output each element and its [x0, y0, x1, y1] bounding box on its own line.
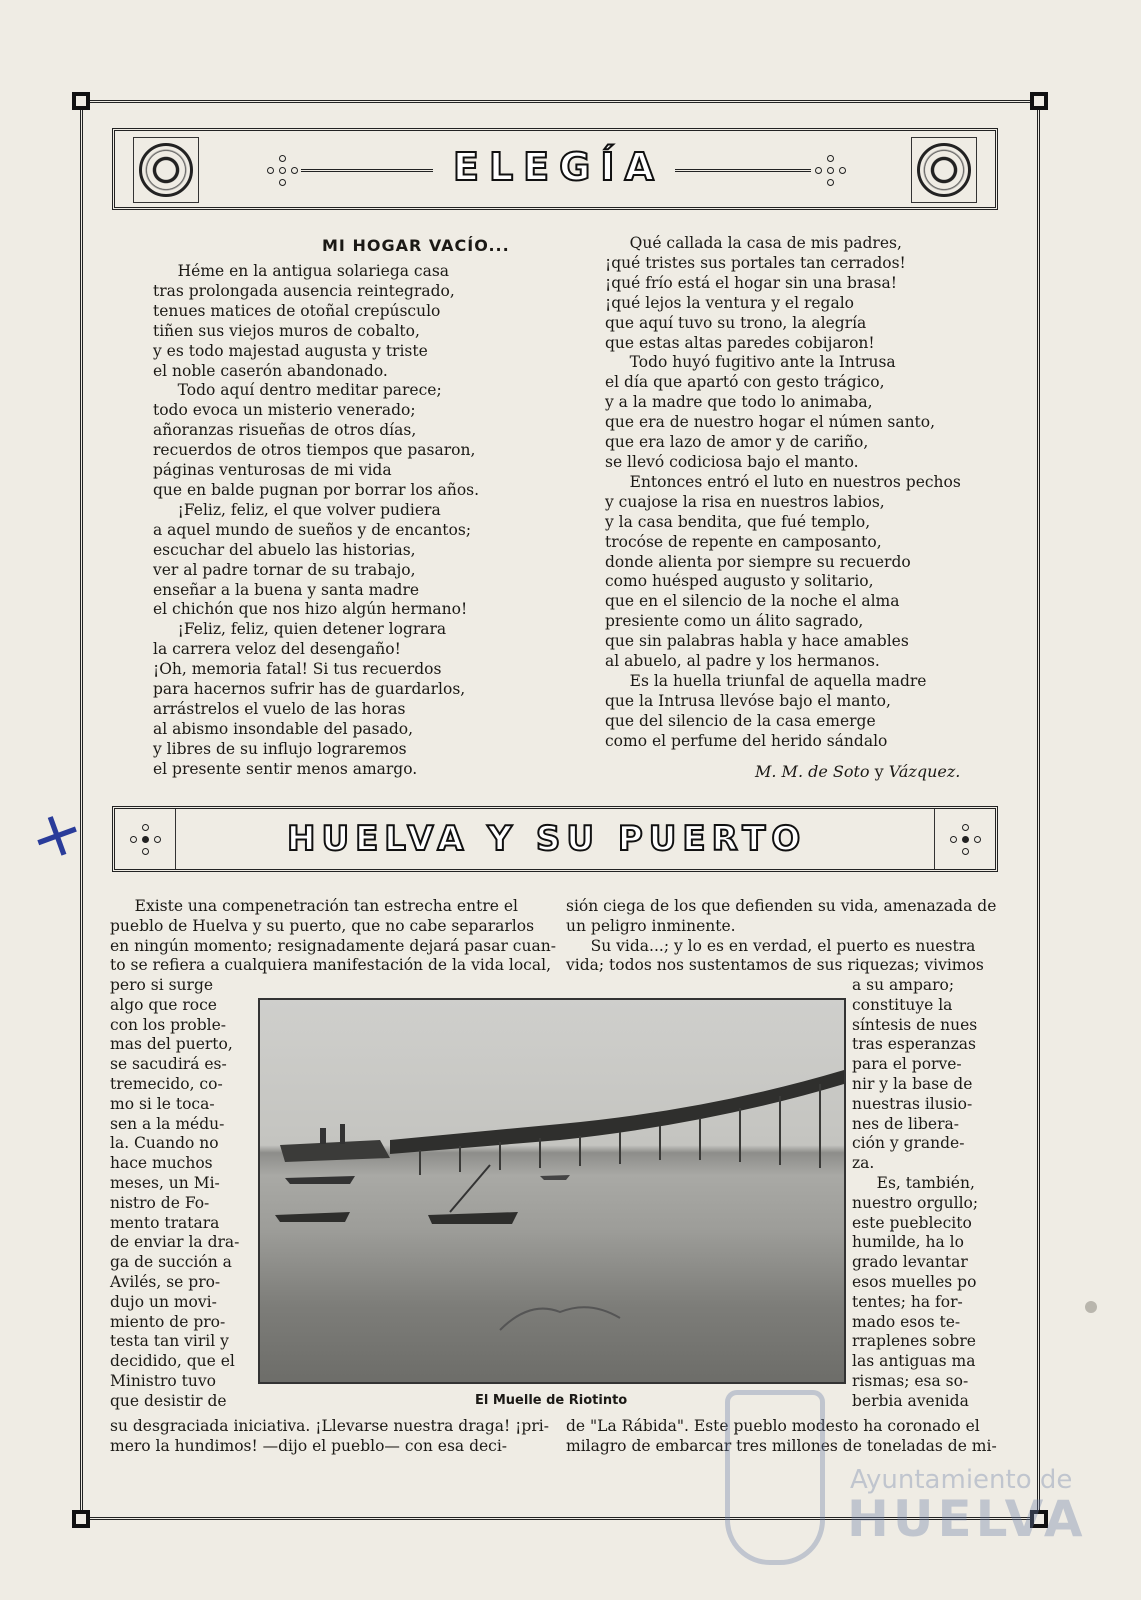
photo-caption: El Muelle de Riotinto — [475, 1393, 628, 1408]
signature-name: M. M. de Soto — [755, 762, 870, 781]
article-top-left: Existe una compenetración tan estrecha entre el pueblo de Huelva y su puerto, que no cabe separarlos en ningún momento; resignadamente dejará pasar cuan- to se refiera a cualquiera manifestación de la vida local, — [110, 897, 556, 975]
corner-ornament-top-left — [72, 92, 90, 110]
poem-signature — [755, 762, 960, 781]
paper-hole — [1085, 1301, 1097, 1313]
banner-rule-left — [301, 169, 433, 172]
diamond-ornament-left — [115, 809, 176, 869]
article-top-right: sión ciega de los que defienden su vida, amenazada de un peligro inminente. Su vida...; y lo es en verdad, el puerto es nuestra vida; todos nos sustentamos de sus riquezas; vivimos — [566, 897, 997, 975]
section-title-huelva: HUELVA Y SU PUERTO — [287, 819, 807, 859]
diamond-dots-icon — [130, 824, 160, 854]
article-side-left: pero si surge algo que roce con los proble- mas del puerto, se sacudirá es- tremecido, co- mo si le toca- sen a la médu- la. Cuando no hace muchos meses, un Mi- nistro de Fo- mento tratara de enviar la dra- ga de succión a Avilés, se pro- dujo un movi- miento de pro- testa tan viril y decidido, que el Ministro tuvo que desistir de — [110, 976, 240, 1410]
ayuntamiento-watermark — [725, 1390, 1115, 1590]
poem-title: MI HOGAR VACÍO... — [322, 236, 510, 255]
corner-ornament-top-right — [1030, 92, 1048, 110]
article-bottom-right: de "La Rábida". Este pueblo modesto ha coronado el milagro de embarcar tres millones de toneladas de mi- — [566, 1417, 997, 1455]
article-bottom-left: su desgraciada iniciativa. ¡Llevarse nuestra draga! ¡pri- mero la hundimos! —dijo el pueblo— con esa deci- — [110, 1417, 549, 1455]
coat-of-arms-icon — [725, 1390, 825, 1565]
signature-connector: y — [874, 762, 884, 781]
diamond-dots-icon — [950, 824, 980, 854]
diamond-ornament-right — [934, 809, 995, 869]
rose-icon — [139, 143, 193, 197]
poem-right-column: Qué callada la casa de mis padres, ¡qué tristes sus portales tan cerrados! ¡qué frío está el hogar sin una brasa! ¡qué lejos la ventura y el regalo que aquí tuvo su trono, la alegría que estas altas paredes cobijaron! Todo huyó fugitivo ante la Intrusa el día que apartó con gesto trágico, y a la madre que todo lo animaba, que era de nuestro hogar el númen santo, que era lazo de amor y de cariño, se llevó codiciosa bajo el manto. Entonces entró el luto en nuestros pechos y cuajose la risa en nuestros labios, y la casa bendita, que fué templo, trocóse de repente en camposanto, donde alienta por siempre su recuerdo como huésped augusto y solitario, que en el silencio de la noche el alma presiente como un álito sagrado, que sin palabras habla y hace amables al abuelo, al padre y los hermanos. Es la huella triunfal de aquella madre que la Intrusa llevóse bajo el manto, que del silencio de la casa emerge como el perfume del herido sándalo — [605, 234, 961, 750]
corner-ornament-bottom-left — [72, 1510, 90, 1528]
rose-icon — [917, 143, 971, 197]
pier-photo-illustration — [260, 1000, 844, 1382]
rose-ornament-left — [133, 137, 199, 203]
banner-rule-right — [675, 169, 811, 172]
poem-left-column: Héme en la antigua solariega casa tras prolongada ausencia reintegrado, tenues matices de otoñal crepúsculo tiñen sus viejos muros de cobalto, y es todo majestad augusta y triste el noble caserón abandonado. Todo aquí dentro meditar parece; todo evoca un misterio venerado; añoranzas risueñas de otros días, recuerdos de otros tiempos que pasaron, páginas venturosas de mi vida que en balde pugnan por borrar los años. ¡Feliz, feliz, el que volver pudiera a aquel mundo de sueños y de encantos; escuchar del abuelo las historias, ver al padre tornar de su trabajo, enseñar a la buena y santa madre el chichón que nos hizo algún hermano! ¡Feliz, feliz, quien detener lograra la carrera veloz del desengaño! ¡Oh, memoria fatal! Si tus recuerdos para hacernos sufrir has de guardarlos, arrástrelos el vuelo de las horas al abismo insondable del pasado, y libres de su influjo lograremos el presente sentir menos amargo. — [153, 262, 480, 778]
watermark-line1: Ayuntamiento de — [850, 1465, 1073, 1495]
article-side-right: a su amparo; constituye la síntesis de nues tras esperanzas para el porve- nir y la base de nuestras ilusio- nes de libera- ción y grande- za. Es, también, nuestro orgullo; este pueblecito humilde, ha lo grado levantar esos muelles po tentes; ha for- mado esos te- rraplenes sobre las antiguas ma rismas; esa so- berbia avenida — [852, 976, 979, 1410]
elegia-banner — [112, 128, 998, 210]
rose-ornament-right — [911, 137, 977, 203]
photo-muelle-riotinto — [258, 998, 846, 1384]
watermark-line2: HUELVA — [847, 1490, 1087, 1548]
section-title-elegia: ELEGÍA — [453, 145, 664, 189]
dots-ornament-icon — [815, 155, 845, 185]
huelva-banner — [112, 806, 998, 872]
handwritten-cross-mark: + — [18, 791, 95, 879]
signature-surname: Vázquez. — [888, 762, 961, 781]
dots-ornament-icon — [267, 155, 297, 185]
